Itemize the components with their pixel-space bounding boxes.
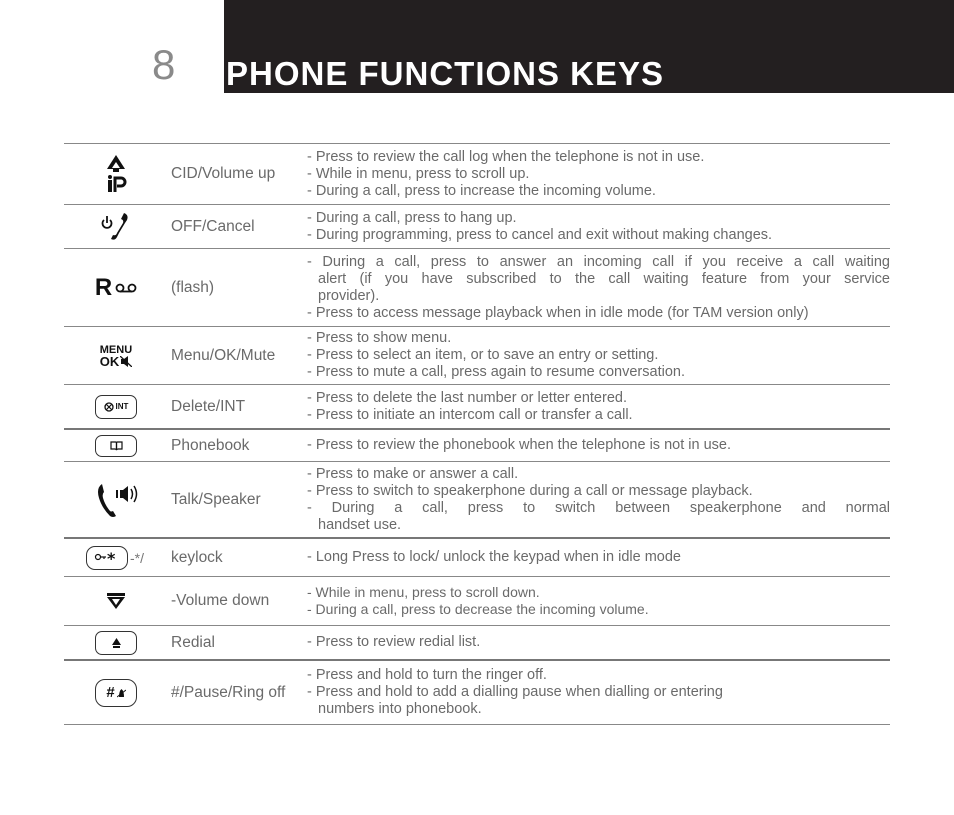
key-name: CID/Volume up [171, 165, 276, 182]
menu-ok-mute-icon: MENU OK [99, 343, 133, 369]
key-description: - Press to make or answer a call. - Press to switch to speakerphone during a call or message playback. - During a call, press to switch between speakerphone and normal handset use. [307, 465, 890, 533]
key-name: Redial [171, 633, 215, 651]
flash-voicemail-icon: R [95, 274, 137, 302]
key-description: - Press to review redial list. [307, 634, 481, 650]
key-description: - While in menu, press to scroll down. - During a call, press to decrease the incoming volume. [307, 584, 649, 617]
key-name: Talk/Speaker [171, 490, 261, 508]
table-row [64, 144, 890, 205]
page-title: PHONE FUNCTIONS KEYS [226, 55, 665, 92]
ring-off-icon [117, 688, 126, 698]
table-row [64, 462, 890, 539]
keys-table [64, 143, 890, 725]
chapter-number: 8 [152, 41, 176, 88]
key-name: OFF/Cancel [171, 217, 255, 235]
table-row [64, 205, 890, 249]
pause-ring-off-icon: # [95, 679, 137, 707]
table-row [64, 539, 890, 577]
table-row [64, 327, 890, 385]
key-name: Phonebook [171, 436, 250, 454]
keylock-suffix: -*/ [130, 549, 144, 566]
key-name: Menu/OK/Mute [171, 346, 276, 364]
delete-int-icon: INT [95, 395, 137, 419]
key-description: - Press to delete the last number or letter entered. - Press to initiate an intercom call or transfer a call. [307, 389, 633, 423]
key-description: - Long Press to lock/ unlock the keypad when in idle mode [307, 549, 681, 565]
key-description: - Press to review the call log when the telephone is not in use. - While in menu, press to scroll up. - During a call, press to increase the incoming volume. [307, 148, 705, 199]
table-row [64, 577, 890, 626]
redial-icon [95, 631, 137, 655]
cid-volume-up-icon [104, 154, 128, 194]
key-name: (flash) [171, 278, 215, 296]
header-bar [224, 0, 954, 93]
key-description: - During a call, press to hang up. - During programming, press to cancel and exit without making changes. [307, 209, 773, 243]
table-row [64, 385, 890, 430]
table-row [64, 626, 890, 661]
talk-speaker-icon [94, 481, 138, 519]
table-row [64, 249, 890, 327]
off-cancel-icon [98, 211, 134, 243]
svg-text:*: * [107, 550, 116, 565]
key-description: - During a call, press to answer an incoming call if you receive a call waiting alert (if you have subscribed to the call waiting feature from your service provider). - Press to access message playback when in idle mode (for TAM version only) [307, 253, 890, 321]
mute-icon [120, 356, 132, 367]
phonebook-icon [95, 435, 137, 457]
key-description: - Press to review the phonebook when the telephone is not in use. [307, 437, 731, 453]
key-description: - Press and hold to turn the ringer off. - Press and hold to add a dialling pause when dialling or entering numbers into phonebook. [307, 667, 723, 717]
table-row [64, 661, 890, 725]
key-name: Delete/INT [171, 397, 246, 415]
key-name: keylock [171, 548, 223, 566]
keylock-icon [86, 546, 128, 570]
key-description: - Press to show menu. - Press to select an item, or to save an entry or setting. - Press to mute a call, press again to resume conversation. [307, 330, 685, 380]
table-row [64, 430, 890, 462]
volume-down-icon [106, 592, 126, 610]
key-name: -Volume down [171, 592, 270, 609]
key-name: #/Pause/Ring off [171, 683, 286, 701]
